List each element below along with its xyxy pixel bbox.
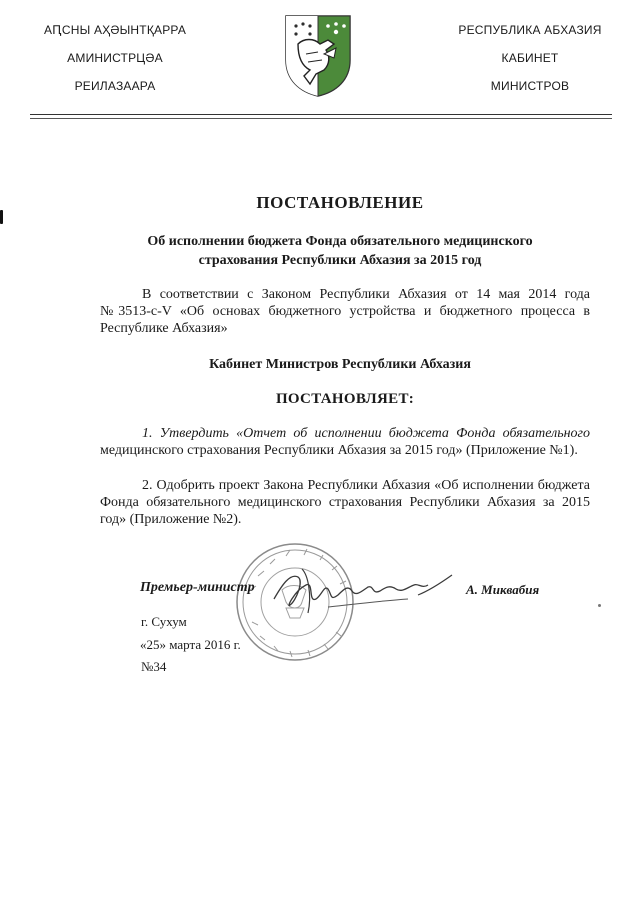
header-right-line-1: РЕСПУБЛИКА АБХАЗИЯ — [458, 23, 602, 37]
scan-speck — [598, 604, 601, 607]
item-1-lead: 1. Утвердить «Отчет об исполнении бюджета Фонда обязательного — [142, 426, 590, 441]
header-left-line-2: АМИНИСТРЦӘА — [67, 51, 163, 65]
resolves-heading: ПОСТАНОВЛЯЕТ: — [275, 391, 415, 407]
issue-date: «25» марта 2016 г. — [140, 637, 241, 652]
resolution-item-2: 2. Одобрить проект Закона Республики Абхазия «Об исполнении бюджета Фонда обязательного медицинского страхования Республики Абхазия за 2015 год» (Приложение №2). — [100, 478, 590, 527]
handwritten-signature — [268, 555, 458, 625]
issuing-body: Кабинет Министров Республики Абхазия — [209, 357, 471, 372]
header-right-line-3: МИНИСТРОВ — [490, 79, 570, 93]
document-number: №34 — [141, 659, 167, 674]
scan-edge-mark — [0, 210, 3, 224]
header-left-line-1: АԤСНЫ АҲӘЫНТҚАРРА — [43, 23, 187, 37]
preamble-text: В соответствии с Законом Республики Абхазия от 14 мая 2014 года №3513-с-V «Об основах бюджетного устройства и бюджетного процесса в Республике Абхазия» — [100, 287, 590, 336]
header-left-abkhaz — [30, 22, 200, 106]
document-title: ПОСТАНОВЛЕНИЕ — [256, 193, 424, 212]
header-right-line-2: КАБИНЕТ — [501, 51, 559, 65]
header-right-russian — [440, 22, 620, 106]
document-subject: Об исполнении бюджета Фонда обязательного медицинского страхования Республики Абхазия за 2015 год — [147, 234, 533, 268]
document-preamble — [100, 286, 590, 337]
signatory-position: Премьер-министр — [140, 580, 255, 595]
header-left-line-3: РЕИЛАЗААРА — [74, 79, 156, 93]
signatory-name: А. Миквабия — [466, 582, 540, 597]
header-divider-thick — [30, 114, 612, 115]
resolution-item-1 — [100, 425, 590, 459]
item-1-rest: медицинского страхования Республики Абхазия за 2015 год» (Приложение №1). — [100, 443, 578, 458]
issue-city: г. Сухум — [141, 614, 187, 629]
coat-of-arms-emblem — [284, 14, 352, 98]
header-divider-thin — [30, 118, 612, 119]
